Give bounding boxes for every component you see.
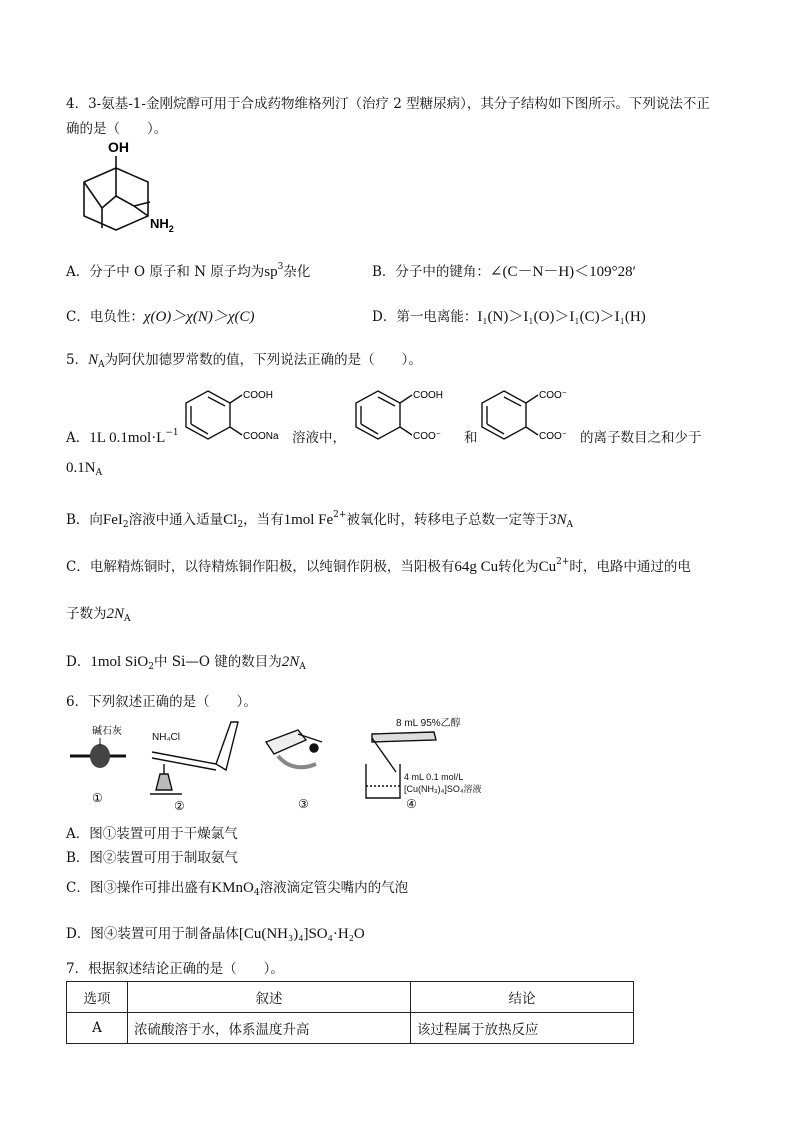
- q6-c-k: KMnO: [211, 880, 254, 896]
- header-statement: 叙述: [128, 982, 411, 1013]
- cell-option: A: [67, 1013, 128, 1044]
- q5-option-a-line1: [66, 426, 179, 447]
- fig1-drying-tube: [70, 724, 126, 805]
- q5-a-line2: 0.1N: [66, 460, 96, 476]
- q7-table: [66, 981, 634, 1044]
- q4-c-math: χ(O)＞χ(N)＞χ(C): [143, 309, 255, 325]
- q5-stem-text: 为阿伏加德罗常数的值，下列说法正确的是（ ）。: [104, 352, 422, 368]
- q5-na-sub: A: [98, 360, 105, 370]
- q4-a-text: A．分子中 O 原子和 N 原子均为: [66, 264, 265, 280]
- fig3-number: ③: [298, 797, 309, 811]
- s1-bot: COONa: [243, 431, 279, 442]
- q5-d-n-sub: A: [299, 662, 306, 672]
- q5-c-3: 时，电路中通过的电: [569, 559, 691, 575]
- q4-c-text: C．电负性：: [66, 309, 144, 325]
- q4-a-sp: sp: [264, 264, 278, 280]
- q5-a-qty-sup: −1: [165, 428, 179, 438]
- q5-b-n-sub: A: [566, 520, 573, 530]
- q5-d-sio-sub: 2: [148, 662, 154, 672]
- fig1-number: ①: [92, 791, 103, 805]
- q5-c-n-sub: A: [124, 614, 131, 624]
- fig4-number: ④: [406, 797, 417, 811]
- q5-d-1: D．: [66, 654, 91, 670]
- fig4-beaker: [366, 716, 482, 811]
- q4-option-a: [66, 260, 310, 281]
- fig2-label: NH₄Cl: [152, 732, 180, 743]
- q6-c-1: C．图③操作可排出盛有: [66, 880, 212, 896]
- q4-stem-line1: 4．3-氨基-1-金刚烷醇可用于合成药物维格列汀（治疗 2 型糖尿病），其分子结构如下图所示。下列说法不正: [66, 96, 710, 112]
- s2-bot: COO⁻: [413, 431, 442, 442]
- q5-a-qty: 1L 0.1mol·L: [89, 430, 166, 446]
- q5-b-3: ，当有: [243, 512, 284, 528]
- adamantane-structure: [64, 138, 194, 238]
- q5-na: N: [88, 352, 99, 368]
- s2-top: COOH: [413, 390, 443, 401]
- q5-a-and: 和: [464, 430, 478, 446]
- q5-option-c-line2: [66, 602, 131, 624]
- q5-option-a-line2: [66, 460, 102, 478]
- q5-a-prefix: A．: [66, 430, 90, 446]
- fig4-label1: 8 mL 95%乙醇: [396, 718, 461, 729]
- oh-label: OH: [108, 139, 129, 155]
- cell-conclusion: 该过程属于放热反应: [411, 1013, 634, 1044]
- phthalate-structure-3: [478, 383, 578, 445]
- q5-c-line2: 子数为: [66, 606, 107, 622]
- q6-c-2: 溶液滴定管尖嘴内的气泡: [259, 880, 409, 896]
- fig4-label3: [Cu(NH₃)₄]SO₄溶液: [404, 784, 482, 794]
- s1-top: COOH: [243, 390, 273, 401]
- q5-d-2: 中 Si—O 键的数目为: [154, 654, 282, 670]
- q5-option-d: [66, 650, 306, 672]
- q5-d-n: 2N: [281, 654, 300, 670]
- q7-stem: 7．根据叙述结论正确的是（ ）。: [66, 961, 284, 977]
- q5-c-cu: 64g Cu: [454, 559, 499, 575]
- q4-b-math: ∠(C－N－H)＜109°28′: [489, 264, 636, 280]
- fig2-number: ②: [174, 799, 185, 812]
- q6-option-b: B．图②装置可用于制取氨气: [66, 850, 238, 866]
- q6-d-math: [Cu(NH₃)₄]SO₄·H₂O: [238, 926, 365, 942]
- q4-a-tail: 杂化: [283, 264, 311, 280]
- q5-a-tail: 的离子数目之和少于: [580, 430, 702, 446]
- q5-c-cu2-sup: 2+: [556, 557, 570, 567]
- q4-stem-line2: 确的是（ ）。: [66, 121, 168, 137]
- q5-b-fei: FeI: [102, 512, 123, 528]
- q5-b-fe: 1mol Fe: [283, 512, 334, 528]
- header-option: 选项: [67, 982, 128, 1013]
- q5-stem: 5．$N_A$为阿伏加德罗常数的值，下列说法正确的是（ ）。: [66, 352, 422, 370]
- q4-a-sup: 3: [277, 262, 284, 272]
- fig2-heating-apparatus: [150, 722, 238, 812]
- fig4-label2: 4 mL 0.1 mol/L: [404, 772, 464, 782]
- cell-statement: 浓硫酸溶于水，体系温度升高: [128, 1013, 411, 1044]
- q5-c-2: 转化为: [498, 559, 539, 575]
- phthalate-structure-1: [182, 383, 292, 445]
- q5-b-n: 3N: [548, 512, 567, 528]
- q4-d-math: I₁(N)＞I₁(O)＞I₁(C)＞I₁(H): [477, 309, 646, 325]
- q5-d-sio: 1mol SiO: [90, 654, 149, 670]
- q5-b-2: 溶液中通入适量: [128, 512, 224, 528]
- q5-a-line2-sub: A: [95, 468, 103, 478]
- fig1-label: 碱石灰: [92, 726, 122, 737]
- s3-bot: COO⁻: [539, 431, 568, 442]
- phthalate-structure-2: [352, 383, 462, 445]
- q5-b-fei-sub: 2: [122, 520, 129, 530]
- apparatus-figure: [66, 712, 526, 812]
- q6-option-a: A．图①装置可用于干燥氯气: [66, 826, 238, 842]
- q6-option-d: [66, 922, 365, 943]
- q4-b-text: B．分子中的键角：: [372, 264, 490, 280]
- q5-b-fe-sup: 2+: [333, 510, 347, 520]
- q4-option-d: [372, 305, 646, 326]
- q5-c-n: 2N: [106, 606, 125, 622]
- q5-option-b: [66, 508, 573, 530]
- q6-stem: 6．下列叙述正确的是（ ）。: [66, 694, 257, 710]
- q5-b-1: B．向: [66, 512, 103, 528]
- q5-c-cu2: Cu: [538, 559, 557, 575]
- q4-option-c: [66, 305, 254, 326]
- q5-b-4: 被氧化时，转移电子总数一定等于: [346, 512, 549, 528]
- q5-b-cl-sub: 2: [237, 520, 244, 530]
- fig3-burette: [266, 730, 322, 811]
- q4-d-text: D．第一电离能：: [372, 309, 478, 325]
- nh2-label: $NH_2$: [150, 216, 174, 234]
- table-row: [67, 1013, 634, 1044]
- q5-b-cl: Cl: [223, 512, 238, 528]
- s3-top: COO⁻: [539, 390, 568, 401]
- q5-a-mid: 溶液中，: [292, 430, 346, 446]
- q5-option-c-line1: [66, 555, 691, 576]
- header-conclusion: 结论: [411, 982, 634, 1013]
- q6-d-1: D．图④装置可用于制备晶体: [66, 926, 239, 942]
- q6-c-k-sub: 4: [253, 888, 260, 898]
- q4-option-b: [372, 260, 636, 281]
- table-header-row: [67, 982, 634, 1013]
- q6-option-c: [66, 876, 408, 898]
- q5-c-1: C．电解精炼铜时，以待精炼铜作阳极，以纯铜作阴极，当阳极有: [66, 559, 455, 575]
